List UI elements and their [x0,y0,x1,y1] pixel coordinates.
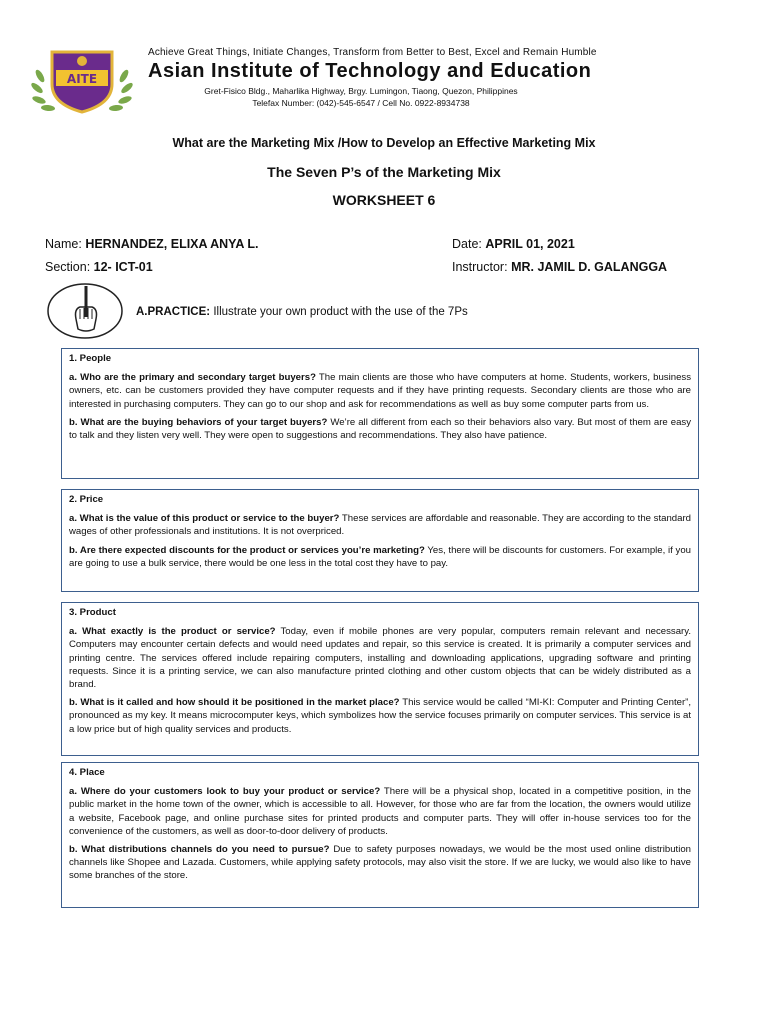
question-item [69,785,691,838]
section-heading: 3. Product [69,607,116,618]
question: a. What exactly is the product or service? [69,626,276,638]
practice-instruction [136,306,468,318]
question-item [69,843,691,883]
date-value: APRIL 01, 2021 [485,237,575,251]
name-label: Name: [45,237,82,251]
answer: Today, even if mobile phones are very popular, computers remain relevant and necessary. Computers may encounter certain defects and would need updates and repair, so this service is created. It is primarily a computer services and printing centre. The services offered include repairing computers, installing and downloading applications, upgrading software and printing requests. Since it is a printing service, we can also manufacture printed clothing and other custom objects that can be widely distributed as a brand. [69,626,692,691]
answer: We’re all different from each so their behaviors also vary. But most of them are easy to talk and they listen very well. They were open to suggestions and recommendations. They also have patience. [69,416,691,442]
worksheet-subtitle: What are the Marketing Mix /How to Develop an Effective Marketing Mix [172,136,596,150]
question: a. Where do your customers look to buy your product or service? [69,786,381,798]
school-motto: Achieve Great Things, Initiate Changes, Transform from Better to Best, Excel and Remain Humble [148,47,597,58]
instructor-label: Instructor: [452,260,508,274]
question: b. Are there expected discounts for the product or services you’re marketing? [69,544,425,556]
school-logo [30,46,134,114]
practice-label: A.PRACTICE: [136,306,211,318]
section-box-people [61,348,699,479]
name-value: HERNANDEZ, ELIXA ANYA L. [85,237,259,251]
question: a. What is the value of this product or service to the buyer? [69,513,340,525]
section-value: 12- ICT-01 [93,260,153,274]
section-box-product [61,602,699,756]
answer: These services are affordable and reasonable. They are according to the standard wages of other professionals and institutions. It is not overpriced. [69,513,692,538]
instructor-value: MR. JAMIL D. GALANGGA [511,260,668,274]
question-item [69,544,691,570]
question-item [69,416,691,442]
date-label: Date: [452,237,482,251]
question-item [69,625,691,691]
practice-text: Illustrate your own product with the use of the 7Ps [213,306,468,318]
question-item [69,371,691,411]
pencil-hand-icon [46,283,124,339]
section-box-price [61,489,699,592]
question: b. What are the buying behaviors of your target buyers? [69,416,328,428]
answer: Due to safety purposes nowadays, we would be the most used online distribution channels like Shopee and Lazada. Customers, while applying safety protocols, may also visit the store. If we are lucky, we would also like to have some branches of the store. [69,844,692,882]
section-heading: 4. Place [69,767,105,778]
question-item [69,696,691,736]
question: b. What is it called and how should it be positioned in the market place? [69,697,400,709]
name-field [45,237,258,251]
section-field [45,260,153,274]
answer: This service would be called “MI-KI: Computer and Printing Center”, pronounced as my key. It means microcomputer keys, which symbolizes how the service focuses primarily on computer services. This service is at a low price but of high quality services and products. [69,697,691,735]
instructor-field [452,260,667,274]
date-field [452,237,575,251]
answer: There will be a physical shop, located in a competitive position, in the public market in the home town of the owner, which is accessible to all. However, for those who are far from the location, the owners would utilize a website, Facebook page, and online purchase sites for printed products and computer parts. They will offer in-house services too for the convenience of the customers, as well as door-to-door delivery of products. [69,786,692,837]
question-item [69,512,691,538]
section-heading: 2. Price [69,494,104,505]
school-contact: Telefax Number: (042)-545-6547 / Cell No. 0922-8934738 [252,98,470,108]
school-name: Asian Institute of Technology and Education [148,60,592,82]
worksheet-number: WORKSHEET 6 [332,192,436,208]
section-heading: 1. People [69,353,112,364]
answer: Yes, there will be discounts for customers. For example, if you are going to use a bulk service, there would be one less in the total cost they have to pay. [69,544,691,569]
school-address: Gret-Fisico Bldg., Maharlika Highway, Brgy. Lumingon, Tiaong, Quezon, Philippines [204,86,518,96]
section-box-place [61,762,699,908]
answer: The main clients are those who have computers at home. Students, workers, business owners, etc. can be customers provided they have computer requests and if they have printing requests. Secondary clients are those who are interested in purchasing computers. They can go to our shop and ask for recommendations as well as buy some computer parts from us. [69,372,691,410]
question: a. Who are the primary and secondary target buyers? [69,372,316,384]
section-label: Section: [45,260,91,274]
question: b. What distributions channels do you need to pursue? [69,844,330,856]
logo-text: AITE [66,72,98,86]
worksheet-title: The Seven P’s of the Marketing Mix [267,164,501,180]
